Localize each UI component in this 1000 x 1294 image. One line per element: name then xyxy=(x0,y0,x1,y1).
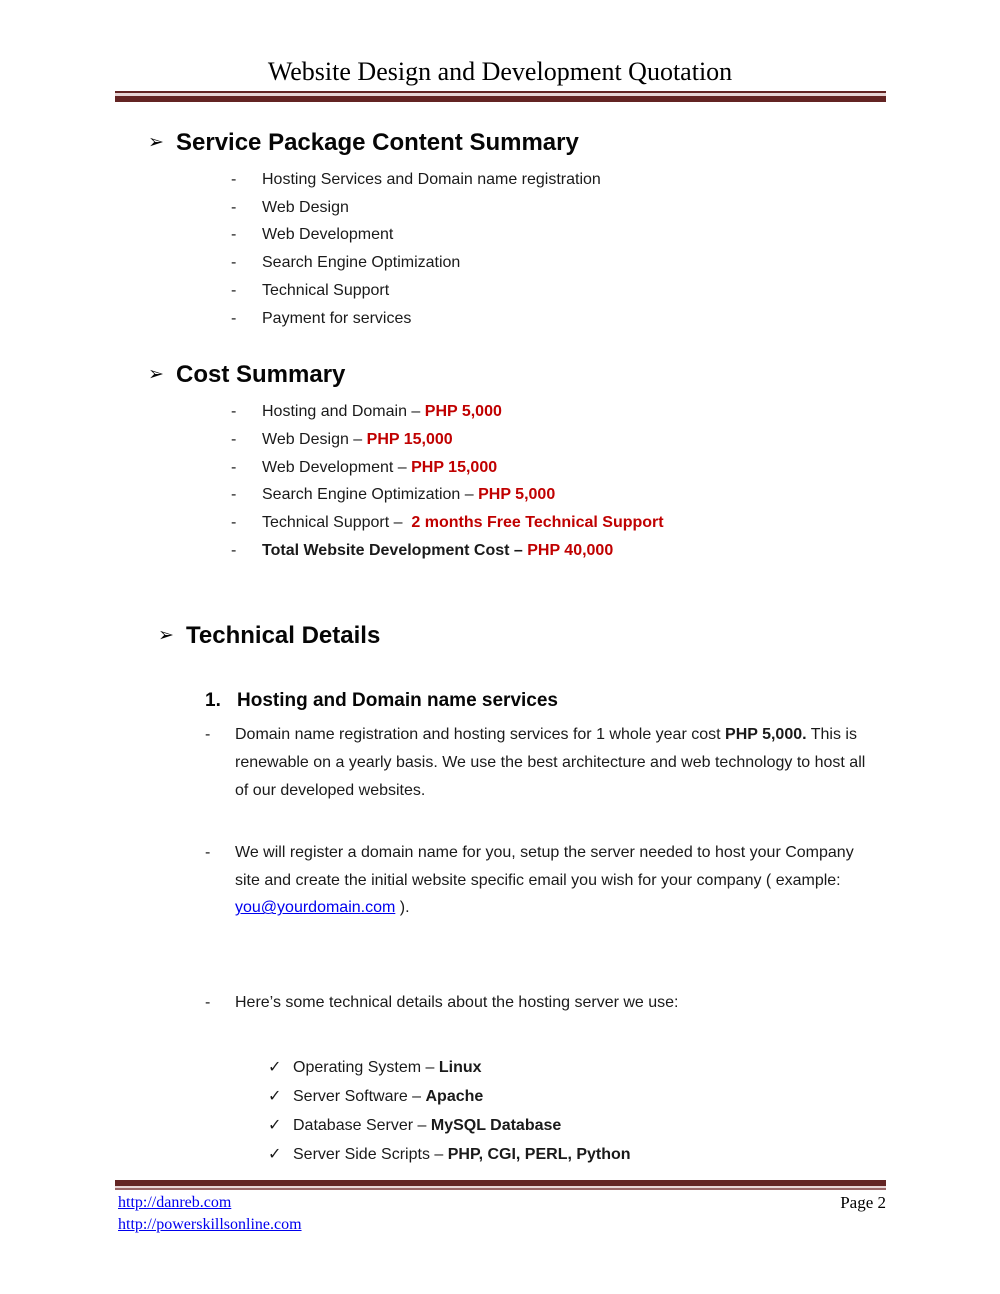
cost-item-price: PHP 40,000 xyxy=(527,541,614,559)
email-example-link[interactable]: you@yourdomain.com xyxy=(235,899,396,917)
server-spec-item xyxy=(0,1111,1000,1140)
footer-links xyxy=(118,1192,302,1235)
spec-value: Linux xyxy=(438,1058,482,1076)
cost-item-label: Web Development – xyxy=(262,458,412,476)
paragraph-segment: Domain name registration and hosting services for 1 whole year cost xyxy=(235,726,726,744)
page-number: Page 2 xyxy=(840,1193,886,1212)
header-rule xyxy=(115,91,886,102)
arrow-bullet-icon: ➢ xyxy=(148,364,164,386)
checkmark-icon: ✓ xyxy=(268,1146,282,1164)
list-item xyxy=(0,277,1000,305)
list-item xyxy=(0,194,1000,222)
spec-label: Server Software – xyxy=(293,1087,426,1105)
spec-value: Apache xyxy=(425,1087,484,1105)
cost-item-price: PHP 5,000 xyxy=(424,403,502,421)
cost-item xyxy=(0,454,1000,482)
list-item-text: Hosting Services and Domain name registration xyxy=(262,171,601,188)
section-heading-technical-details xyxy=(0,620,1000,651)
service-package-list xyxy=(0,166,1000,332)
footer-link-danreb[interactable]: http://danreb.com xyxy=(118,1194,232,1211)
paragraph-bold-price: PHP 5,000. xyxy=(725,726,807,744)
dash-bullet: - xyxy=(231,514,237,532)
checkmark-icon: ✓ xyxy=(268,1058,282,1076)
cost-summary-list xyxy=(0,398,1000,564)
paragraph-domain-registration xyxy=(205,839,1000,922)
dash-bullet: - xyxy=(231,281,237,299)
server-spec-item xyxy=(0,1140,1000,1169)
section-heading-text: Technical Details xyxy=(186,622,381,650)
paragraph-text xyxy=(235,839,883,922)
checkmark-icon: ✓ xyxy=(268,1087,282,1105)
cost-item-label: Web Design – xyxy=(262,430,367,448)
cost-item-label: Hosting and Domain – xyxy=(262,403,425,421)
page-title: Website Design and Development Quotation xyxy=(267,57,733,86)
paragraph-domain-cost xyxy=(205,721,1000,804)
server-spec-item xyxy=(0,1082,1000,1111)
list-item-text: Search Engine Optimization xyxy=(262,254,461,272)
section-heading-text: Cost Summary xyxy=(176,361,346,389)
subsection-heading-hosting xyxy=(0,688,1000,713)
section-heading-cost-summary xyxy=(0,359,1000,390)
cost-item-label: Technical Support – xyxy=(262,514,412,532)
cost-item xyxy=(0,426,1000,454)
list-item-text: Web Development xyxy=(262,226,394,244)
dash-bullet: - xyxy=(231,309,237,327)
cost-item-price: PHP 5,000 xyxy=(478,486,556,504)
list-item xyxy=(0,221,1000,249)
cost-item-price: PHP 15,000 xyxy=(411,458,498,476)
cost-item-label: Total Website Development Cost – xyxy=(262,541,528,559)
arrow-bullet-icon: ➢ xyxy=(158,625,174,647)
spec-label: Database Server – xyxy=(293,1117,431,1135)
paragraph-text xyxy=(235,721,883,804)
subsection-number: 1. xyxy=(205,690,221,712)
dash-bullet: - xyxy=(231,541,237,559)
dash-bullet: - xyxy=(231,403,237,421)
spec-value: MySQL Database xyxy=(430,1117,562,1135)
section-heading-text: Service Package Content Summary xyxy=(176,129,579,156)
list-item xyxy=(0,249,1000,277)
cost-item xyxy=(0,398,1000,426)
cost-item xyxy=(0,509,1000,537)
footer-rule xyxy=(115,1180,886,1190)
paragraph-segment: Here’s some technical details about the hosting server we use: xyxy=(235,994,679,1011)
paragraph-segment: We will register a domain name for you, setup the server needed to host your Company site and create the initial website specific email you wish for your company ( example: xyxy=(235,844,854,889)
subsection-title: Hosting and Domain name services xyxy=(237,690,558,712)
cost-item-price: PHP 15,000 xyxy=(366,430,453,448)
dash-bullet: - xyxy=(231,254,237,272)
checkmark-icon: ✓ xyxy=(268,1117,282,1135)
section-heading-service-package xyxy=(0,127,1000,158)
spec-label: Server Side Scripts – xyxy=(293,1146,448,1164)
list-item-text: Web Design xyxy=(262,198,349,216)
dash-bullet: - xyxy=(205,994,211,1011)
list-item xyxy=(0,166,1000,194)
cost-item-total xyxy=(0,537,1000,565)
paragraph-segment: This is renewable on a yearly basis. We use the best architecture and web technology to host all of our developed websites. xyxy=(235,726,866,799)
paragraph-server-intro xyxy=(205,989,1000,1017)
dash-bullet: - xyxy=(231,226,237,244)
spec-value: PHP, CGI, PERL, Python xyxy=(447,1146,631,1164)
cost-item xyxy=(0,481,1000,509)
list-item-text: Technical Support xyxy=(262,281,390,299)
dash-bullet: - xyxy=(231,171,237,188)
paragraph-text xyxy=(235,989,883,1017)
arrow-bullet-icon: ➢ xyxy=(148,132,164,153)
header-rule-thick-line xyxy=(115,96,886,102)
cost-item-price: 2 months Free Technical Support xyxy=(411,514,664,532)
dash-bullet: - xyxy=(231,198,237,216)
footer-link-powerskillsonline[interactable]: http://powerskillsonline.com xyxy=(118,1215,302,1233)
server-spec-item xyxy=(0,1053,1000,1082)
list-item-text: Payment for services xyxy=(262,309,412,327)
dash-bullet: - xyxy=(231,486,237,504)
paragraph-segment: ). xyxy=(395,899,410,917)
dash-bullet: - xyxy=(205,726,211,744)
list-item xyxy=(0,305,1000,333)
spec-label: Operating System – xyxy=(293,1058,439,1076)
server-specs-list xyxy=(0,1053,1000,1170)
dash-bullet: - xyxy=(205,844,211,862)
footer-rule-thin-line xyxy=(115,1188,886,1190)
dash-bullet: - xyxy=(231,430,237,448)
dash-bullet: - xyxy=(231,458,237,476)
cost-item-label: Search Engine Optimization – xyxy=(262,486,479,504)
